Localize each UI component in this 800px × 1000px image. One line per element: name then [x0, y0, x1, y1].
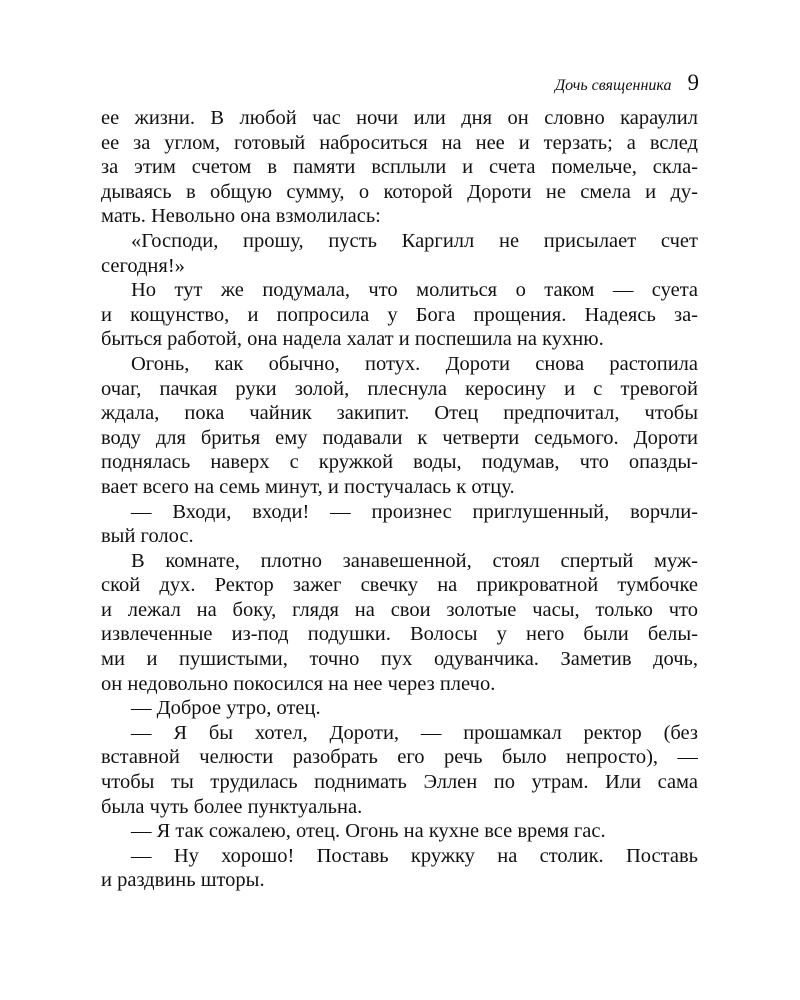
text-line: чтобы ты трудилась поднимать Эллен по утрам. Или сама: [101, 771, 698, 794]
text-line: В комнате, плотно занавешенной, стоял спертый муж-: [131, 549, 698, 572]
text-line: Огонь, как обычно, потух. Дороти снова растопила: [131, 352, 698, 375]
page-number: 9: [687, 70, 699, 95]
text-line: поднялась наверх с кружкой воды, подумав, что опазды-: [101, 451, 698, 474]
text-line: «Господи, прошу, пусть Каргилл не присылает счет: [131, 229, 698, 252]
text-line: ее за углом, готовый наброситься на нее и терзать; а вслед: [101, 131, 698, 154]
text-line: — Входи, входи! — произнес приглушенный, ворчли-: [131, 500, 698, 523]
text-line: извлеченные из-под подушки. Волосы у него были белы-: [101, 623, 698, 646]
text-line: сегодня!»: [101, 254, 185, 277]
text-line: ской дух. Ректор зажег свечку на прикроватной тумбочке: [101, 574, 698, 597]
text-line: вставной челюсти разобрать его речь было непросто), —: [101, 746, 698, 769]
text-line: — Ну хорошо! Поставь кружку на столик. Поставь: [131, 844, 698, 867]
text-line: вый голос.: [101, 525, 194, 548]
text-line: воду для бритья ему подавали к четверти седьмого. Дороти: [101, 426, 698, 449]
body-text: [101, 106, 698, 893]
text-line: мать. Невольно она взмолилась:: [101, 205, 381, 228]
text-line: — Я бы хотел, Дороти, — прошамкал ректор (без: [131, 721, 698, 744]
text-line: Но тут же подумала, что молиться о таком — суета: [131, 279, 698, 302]
text-line: ждала, пока чайник закипит. Отец предпочитал, чтобы: [101, 402, 698, 425]
running-head: [555, 70, 699, 96]
text-line: очаг, пачкая руки золой, плеснула керосину и с тревогой: [101, 377, 698, 400]
text-line: ее жизни. В любой час ночи или дня он словно караулил: [101, 107, 698, 129]
text-line: за этим счетом в памяти всплыли и счета помельче, скла-: [101, 156, 698, 179]
text-line: — Доброе утро, отец.: [131, 697, 321, 720]
text-line: вает всего на семь минут, и постучалась к отцу.: [101, 475, 515, 498]
text-line: быться работой, она надела халат и поспешила на кухню.: [101, 328, 604, 351]
text-line: ми и пушистыми, точно пух одуванчика. Заметив дочь,: [101, 648, 698, 671]
text-line: была чуть более пунктуальна.: [101, 795, 363, 818]
text-line: он недовольно покосился на нее через плечо.: [101, 672, 496, 695]
text-line: и кощунство, и попросила у Бога прощения. Надеясь за-: [101, 303, 698, 326]
text-line: и раздвинь шторы.: [101, 869, 265, 892]
running-title: Дочь священника: [555, 77, 672, 94]
text-line: — Я так сожалею, отец. Огонь на кухне все время гас.: [131, 820, 606, 843]
text-line: дываясь в общую сумму, о которой Дороти не смела и ду-: [101, 180, 698, 203]
text-line: и лежал на боку, глядя на свои золотые часы, только что: [101, 598, 698, 621]
